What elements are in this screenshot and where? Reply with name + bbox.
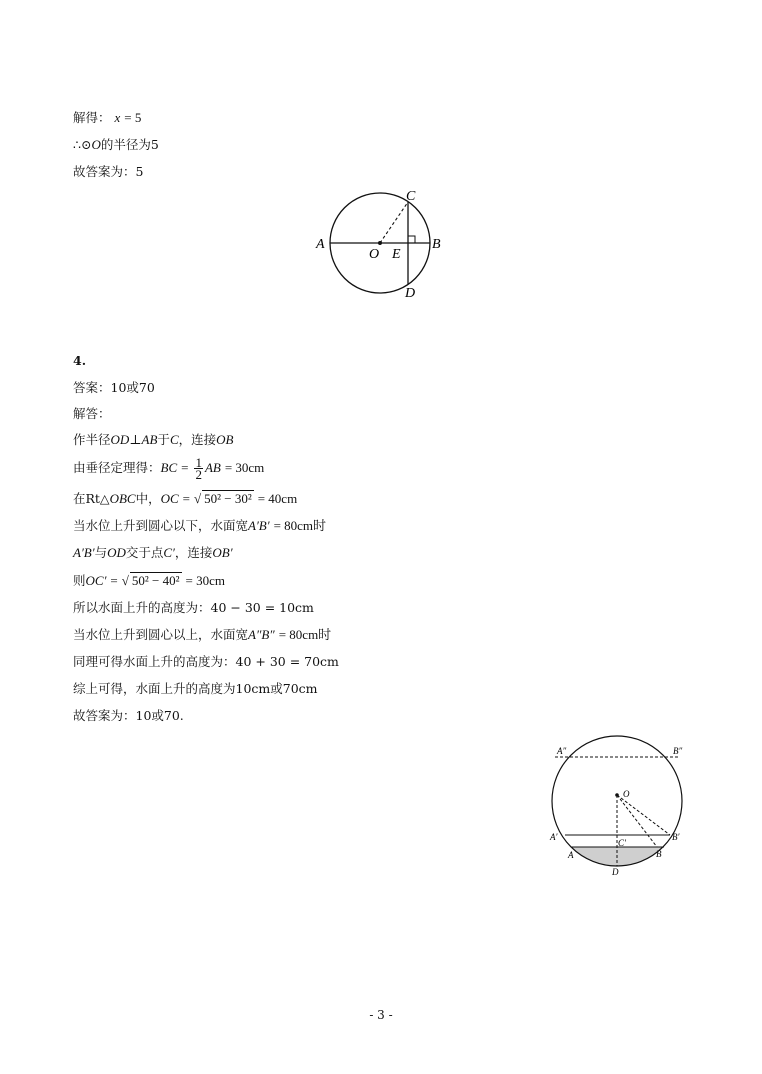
solution-label: 解答： bbox=[73, 406, 111, 421]
solution-line-7: 所以水面上升的高度为：40 − 30 = 10cm bbox=[73, 600, 314, 615]
fraction-half: $\frac{1}{2}$ bbox=[195, 455, 202, 482]
label-a: A bbox=[316, 237, 325, 252]
label-o: O bbox=[369, 247, 380, 262]
solution-line-10: 综上可得，水面上升的高度为10cm或70cm bbox=[73, 681, 318, 696]
label-e: E bbox=[392, 247, 401, 262]
radius-line: ∴⊙O的半径为5 bbox=[73, 137, 159, 152]
solution-line-4: 当水位上升到圆心以下，水面宽A′B′ = 80cm时 bbox=[73, 518, 327, 533]
solution-line-9: 同理可得水面上升的高度为：40 + 30 = 70cm bbox=[73, 654, 339, 669]
question-number: 4. bbox=[73, 353, 87, 368]
label-a0: A bbox=[568, 850, 574, 860]
label-b: B bbox=[432, 237, 441, 252]
solution-line-11: 故答案为：10或70. bbox=[73, 708, 184, 723]
solution-line-1: 作半径OD⊥AB于C，连接OB bbox=[73, 432, 234, 447]
circle-figure-1 bbox=[312, 180, 462, 305]
page-number: - 3 - bbox=[369, 1008, 393, 1022]
radicand-2: 50² − 40² bbox=[131, 573, 180, 588]
label-d2: D bbox=[612, 867, 619, 877]
solution-line-3: 在Rt△OBC中，OC = √ 50² − 30² = 40cm bbox=[73, 491, 298, 506]
solution-line-2: 由垂径定理得：BC = $\frac{1}{2}$ AB = 30cm bbox=[73, 455, 265, 482]
label-b1: B′ bbox=[672, 832, 680, 842]
label-c1: C′ bbox=[618, 838, 626, 848]
center-dot bbox=[378, 241, 382, 245]
solve-line: 解得： x = 5 bbox=[73, 110, 142, 125]
label-b2: B″ bbox=[673, 746, 683, 756]
right-angle-mark bbox=[408, 236, 415, 243]
center-dot-2 bbox=[615, 793, 619, 797]
radical-sign: √ bbox=[121, 573, 129, 588]
radical-sign: √ bbox=[193, 491, 202, 506]
label-c: C bbox=[406, 189, 416, 204]
label-a1: A′ bbox=[550, 832, 558, 842]
radius-oc-dashed bbox=[380, 202, 408, 243]
answer-line: 答案：10或70 bbox=[73, 380, 155, 395]
radicand-1: 50² − 30² bbox=[204, 491, 252, 506]
solution-line-8: 当水位上升到圆心以上，水面宽A″B″ = 80cm时 bbox=[73, 627, 332, 642]
solution-line-6: 则OC′ = √ 50² − 40² = 30cm bbox=[73, 573, 225, 588]
label-b0: B bbox=[656, 849, 662, 859]
answer-line-top: 故答案为：5 bbox=[73, 164, 144, 179]
solution-line-5: A′B′与OD交于点C′，连接OB′ bbox=[73, 545, 233, 560]
label-d: D bbox=[405, 286, 416, 301]
label-a2: A″ bbox=[557, 746, 567, 756]
label-o2: O bbox=[623, 789, 630, 799]
radius-ob1-dashed bbox=[617, 795, 670, 835]
circle-figure-2 bbox=[545, 735, 700, 880]
